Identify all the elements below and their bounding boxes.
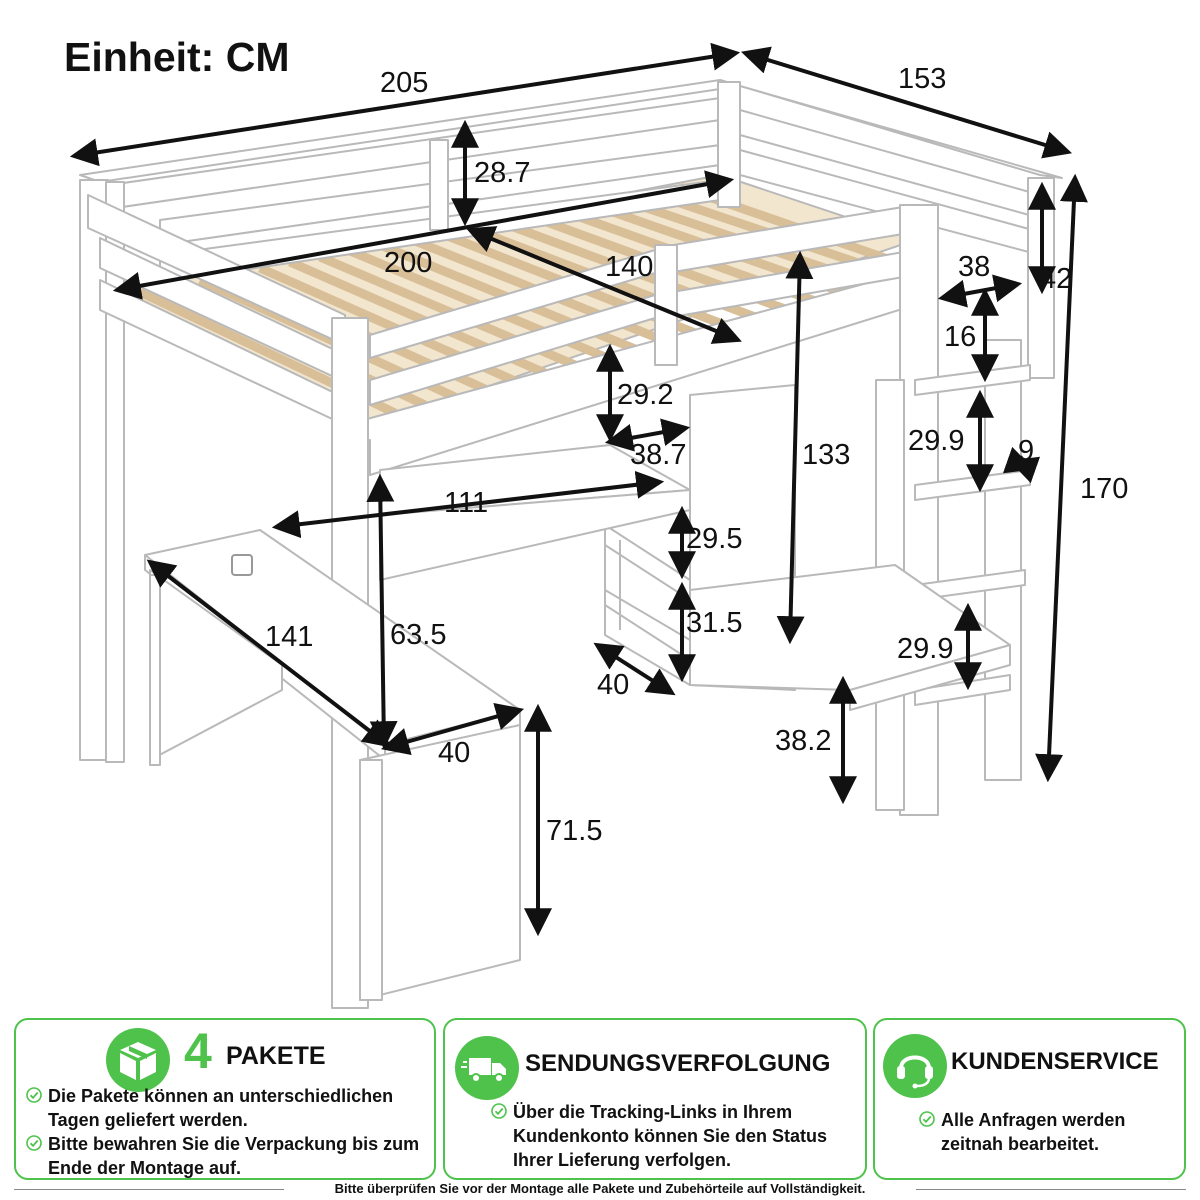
info-card-packages	[14, 1018, 436, 1180]
delivery-truck-icon	[455, 1036, 519, 1100]
bullet-item	[491, 1100, 851, 1172]
bullet-text: Alle Anfragen werden zeitnah bearbeitet.	[941, 1110, 1126, 1154]
dim-label: 29.9	[908, 425, 965, 457]
card-title: KUNDENSERVICE	[951, 1048, 1159, 1075]
dim-label: 29.9	[897, 633, 954, 665]
bullet-text: Die Pakete können an unterschiedlichen Tagen geliefert werden.	[48, 1086, 394, 1130]
dim-label: 111	[444, 487, 489, 519]
dim-label: 28.7	[474, 157, 531, 189]
dim-label: 38.2	[775, 725, 832, 757]
package-icon	[106, 1028, 170, 1092]
unit-title: Einheit: CM	[64, 34, 290, 80]
dim-label: 71.5	[546, 815, 603, 847]
dim-label: 16	[944, 321, 977, 353]
dim-label: 29.2	[617, 379, 674, 411]
info-card-tracking	[443, 1018, 867, 1180]
bullet-item	[26, 1084, 431, 1132]
dim-label: 63.5	[390, 619, 447, 651]
bullet-item	[919, 1108, 1179, 1156]
card-bullets	[26, 1084, 431, 1180]
dim-label: 40	[438, 737, 471, 769]
check-circle-icon	[26, 1135, 42, 1151]
dim-label: 42	[1040, 263, 1073, 295]
check-circle-icon	[491, 1103, 507, 1119]
dim-label: 38	[958, 251, 991, 283]
bullet-item	[26, 1132, 431, 1180]
package-count: 4	[184, 1023, 212, 1079]
card-title: PAKETE	[226, 1042, 326, 1070]
check-circle-icon	[26, 1087, 42, 1103]
check-circle-icon	[919, 1111, 935, 1127]
card-title: SENDUNGSVERFOLGUNG	[525, 1050, 831, 1077]
dim-label: 153	[898, 63, 947, 95]
dim-label: 29.5	[686, 523, 743, 555]
dim-label: 40	[597, 669, 630, 701]
card-bullets	[491, 1100, 851, 1172]
card-bullets	[919, 1108, 1179, 1156]
dim-label: 9	[1018, 435, 1035, 467]
bullet-text: Bitte bewahren Sie die Verpackung bis zum Ende der Montage auf.	[48, 1134, 420, 1178]
dim-label: 133	[802, 439, 851, 471]
dim-label: 140	[605, 251, 654, 283]
dim-label: 200	[384, 247, 433, 279]
dim-label: 38.7	[630, 439, 687, 471]
footer-note: Bitte überprüfen Sie vor der Montage alle Pakete und Zubehörteile auf Vollständigkeit.	[334, 1181, 866, 1196]
headset-icon	[883, 1034, 947, 1098]
dim-label: 141	[265, 621, 314, 653]
dim-label: 170	[1080, 473, 1129, 505]
bullet-text: Über die Tracking-Links in Ihrem Kundenkonto können Sie den Status Ihrer Lieferung verfolgen.	[513, 1102, 828, 1170]
dim-label: 31.5	[686, 607, 743, 639]
dim-label: 205	[380, 67, 429, 99]
loft-bed-illustration	[80, 80, 1062, 1008]
info-card-customer-service	[873, 1018, 1186, 1180]
